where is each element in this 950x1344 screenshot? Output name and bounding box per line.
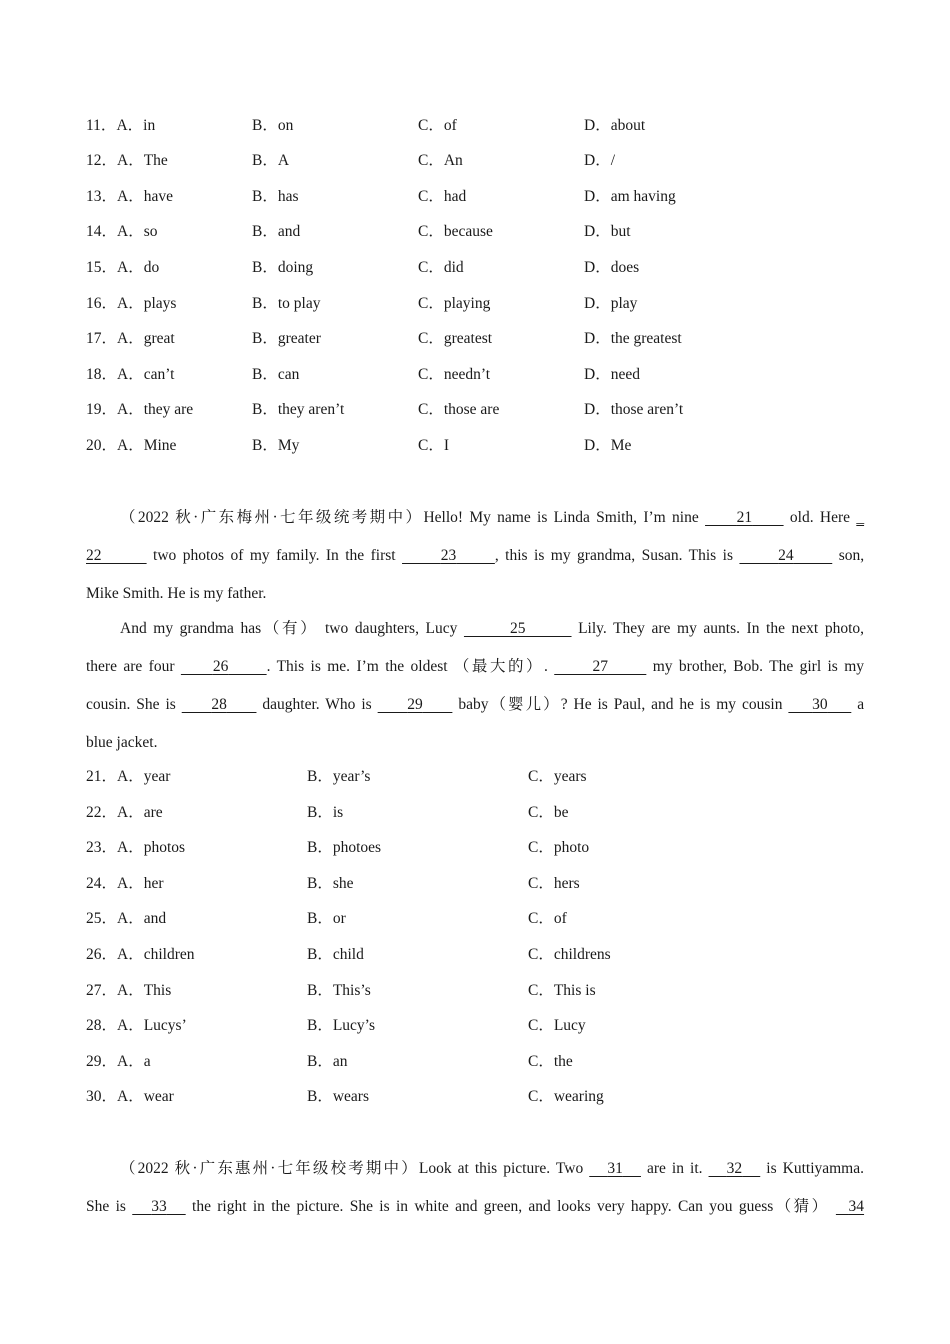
passage-text: And my grandma has（有） two daughters, Lucy (120, 620, 458, 637)
option-b[interactable]: B．child (307, 946, 364, 963)
option-b[interactable]: B．they aren’t (252, 401, 345, 418)
question-number: 26． (86, 946, 118, 963)
question-number: 14． (86, 223, 118, 240)
blank-33[interactable]: 33 (151, 1198, 167, 1215)
option-a[interactable]: 16．A．plays (86, 295, 177, 312)
option-b[interactable]: B．A (252, 152, 290, 169)
option-c[interactable]: C．needn’t (418, 366, 491, 383)
option-b[interactable]: B．has (252, 188, 299, 205)
question-number: 27． (86, 982, 118, 999)
option-b[interactable]: B．an (307, 1053, 348, 1070)
option-d[interactable]: D．but (584, 223, 631, 240)
option-a[interactable]: 29．A．a (86, 1053, 151, 1070)
option-a[interactable]: 25．A．and (86, 910, 167, 927)
option-a[interactable]: 13．A．have (86, 188, 173, 205)
option-a[interactable]: 12．A．The (86, 152, 168, 169)
option-a[interactable]: 20．A．Mine (86, 437, 177, 454)
option-d[interactable]: D．Me (584, 437, 632, 454)
question-number: 13． (86, 188, 118, 205)
passage-text: . This is me. I’m the oldest （最大的）. (266, 658, 548, 675)
passage-text: son, (838, 547, 865, 564)
option-c[interactable]: C．wearing (528, 1088, 604, 1105)
option-a[interactable]: 22．A．are (86, 804, 163, 821)
question-number: 29． (86, 1053, 118, 1070)
passage3-line1 (86, 1157, 864, 1181)
passage-text: （2022 秋·广东梅州·七年级统考期中）Hello! My name is Linda Smith, I’m nine (120, 509, 699, 526)
option-a[interactable]: 30．A．wear (86, 1088, 174, 1105)
passage2-line4 (86, 617, 864, 641)
question-number: 28． (86, 1017, 118, 1034)
option-b[interactable]: B．or (307, 910, 346, 927)
option-c[interactable]: C．photo (528, 839, 590, 856)
option-c[interactable]: C．Lucy (528, 1017, 586, 1034)
blank-22-start: _ (856, 509, 865, 526)
question-number: 15． (86, 259, 118, 276)
question-number: 17． (86, 330, 118, 347)
passage-text: Mike Smith. He is my father. (86, 585, 267, 602)
passage-text: my brother, Bob. The girl is my (652, 658, 865, 675)
question-number: 11． (86, 117, 117, 134)
option-c[interactable]: C．playing (418, 295, 491, 312)
option-a[interactable]: 14．A．so (86, 223, 158, 240)
option-b[interactable]: B．to play (252, 295, 321, 312)
option-a[interactable]: 19．A．they are (86, 401, 194, 418)
question-number: 18． (86, 366, 118, 383)
question-number: 24． (86, 875, 118, 892)
passage-text: Lily. They are my aunts. In the next photo, (578, 620, 864, 637)
passage-text: are in it. (646, 1160, 703, 1177)
question-number: 16． (86, 295, 118, 312)
option-c[interactable]: C．the (528, 1053, 573, 1070)
passage3-line2 (86, 1195, 864, 1219)
option-a[interactable]: 11．A．in (86, 117, 156, 134)
passage-text: daughter. Who is (262, 696, 372, 713)
question-number: 12． (86, 152, 118, 169)
blank-30[interactable]: 30 (812, 696, 828, 713)
option-a[interactable]: 28．A．Lucys’ (86, 1017, 187, 1034)
option-d[interactable]: D．does (584, 259, 640, 276)
option-a[interactable]: 21．A．year (86, 768, 171, 785)
option-b[interactable]: B．year’s (307, 768, 371, 785)
option-b[interactable]: B．This’s (307, 982, 371, 999)
option-d[interactable]: D．/ (584, 152, 616, 169)
option-d[interactable]: D．am having (584, 188, 676, 205)
passage-text: the right in the picture. She is in white and green, and looks very happy. Can you guess（猜） (192, 1198, 830, 1215)
passage2-line6 (86, 693, 864, 717)
option-c[interactable]: C．did (418, 259, 464, 276)
option-b[interactable]: B．Lucy’s (307, 1017, 376, 1034)
passage-text: baby（婴儿）? He is Paul, and he is my cousin (458, 696, 783, 713)
passage-text: a (857, 696, 865, 713)
option-b[interactable]: B．is (307, 804, 344, 821)
passage-text: blue jacket. (86, 734, 158, 751)
option-b[interactable]: B．photoes (307, 839, 382, 856)
option-a[interactable]: 23．A．photos (86, 839, 186, 856)
passage-text: She is (86, 1198, 126, 1215)
option-b[interactable]: B．My (252, 437, 300, 454)
passage2-line7 (86, 731, 864, 755)
blank-27[interactable]: 27 (592, 658, 609, 675)
option-b[interactable]: B．on (252, 117, 294, 134)
passage2-line5 (86, 655, 864, 679)
question-number: 25． (86, 910, 118, 927)
blank-32[interactable]: 32 (726, 1160, 743, 1177)
question-number: 21． (86, 768, 118, 785)
blank-29[interactable]: 29 (407, 696, 423, 713)
passage-text: two photos of my family. In the first (153, 547, 396, 564)
option-d[interactable]: D．the greatest (584, 330, 682, 347)
question-number: 19． (86, 401, 118, 418)
option-b[interactable]: B．can (252, 366, 300, 383)
blank-25[interactable]: 25 (509, 620, 526, 637)
option-a[interactable]: 26．A．children (86, 946, 195, 963)
option-c[interactable]: C．This is (528, 982, 596, 999)
option-c[interactable]: C．of (528, 910, 567, 927)
option-b[interactable]: B．wears (307, 1088, 369, 1105)
passage-text: , this is my grandma, Susan. This is (494, 547, 733, 564)
option-a[interactable]: 17．A．great (86, 330, 175, 347)
option-b[interactable]: B．doing (252, 259, 314, 276)
blank-28[interactable]: 28 (211, 696, 227, 713)
option-c[interactable]: C．childrens (528, 946, 611, 963)
blank-24[interactable]: 24 (778, 547, 794, 564)
passage-text: there are four (86, 658, 175, 675)
option-d[interactable]: D．those aren’t (584, 401, 684, 418)
option-d[interactable]: D．about (584, 117, 646, 134)
option-a[interactable]: 27．A．This (86, 982, 172, 999)
option-c[interactable]: C．years (528, 768, 587, 785)
passage-text: （2022 秋·广东惠州·七年级校考期中）Look at this picture. Two (120, 1160, 584, 1177)
question-number: 30． (86, 1088, 118, 1105)
blank-22[interactable]: 22 (86, 547, 102, 564)
option-a[interactable]: 24．A．her (86, 875, 164, 892)
option-d[interactable]: D．play (584, 295, 638, 312)
option-a[interactable]: 18．A．can’t (86, 366, 175, 383)
option-c[interactable]: C．An (418, 152, 463, 169)
blank-21[interactable]: 21 (736, 509, 753, 526)
option-c[interactable]: C．greatest (418, 330, 493, 347)
option-c[interactable]: C．be (528, 804, 569, 821)
option-c[interactable]: C．had (418, 188, 467, 205)
passage2-line1 (86, 506, 864, 530)
blank-26[interactable]: 26 (212, 658, 229, 675)
option-b[interactable]: B．she (307, 875, 354, 892)
passage-text: cousin. She is (86, 696, 176, 713)
passage2-line2 (86, 544, 864, 568)
passage2-line3 (86, 582, 864, 606)
option-c[interactable]: C．because (418, 223, 493, 240)
option-c[interactable]: C．of (418, 117, 457, 134)
option-c[interactable]: C．hers (528, 875, 580, 892)
option-c[interactable]: C．those are (418, 401, 500, 418)
option-c[interactable]: C．I (418, 437, 450, 454)
blank-23[interactable]: 23 (440, 547, 457, 564)
option-a[interactable]: 15．A．do (86, 259, 160, 276)
blank-31[interactable]: 31 (607, 1160, 623, 1177)
question-number: 22． (86, 804, 118, 821)
question-number: 20． (86, 437, 118, 454)
passage-text: old. Here (789, 509, 850, 526)
blank-34[interactable]: 34 (848, 1198, 865, 1215)
question-number: 23． (86, 839, 118, 856)
option-b[interactable]: B．greater (252, 330, 321, 347)
passage-text: is Kuttiyamma. (766, 1160, 864, 1177)
option-d[interactable]: D．need (584, 366, 640, 383)
option-b[interactable]: B．and (252, 223, 301, 240)
